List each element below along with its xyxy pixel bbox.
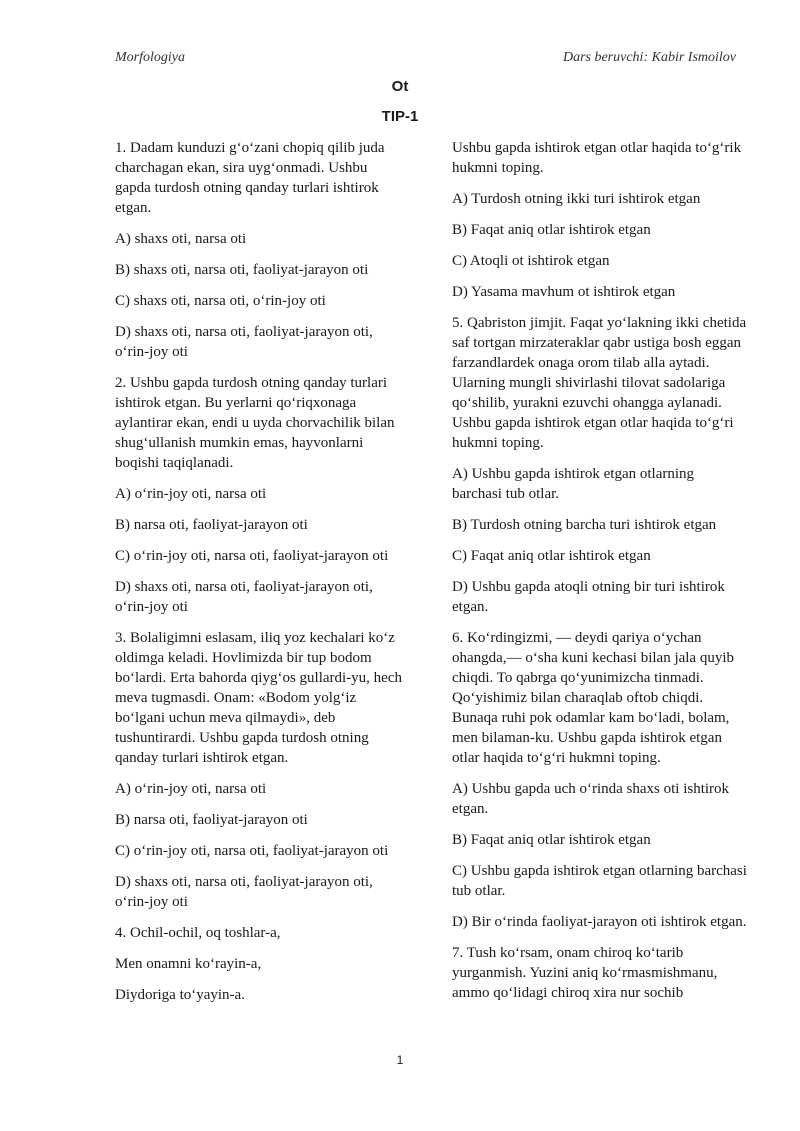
question-6-option-a: A) Ushbu gapda uch o‘rinda shaxs oti ishtirok etgan. xyxy=(452,781,730,817)
question-6-option-c: C) Ushbu gapda ishtirok etgan otlarning barchasi tub otlar. xyxy=(452,863,747,899)
page-subtitle: TIP-1 xyxy=(381,108,419,125)
question-4-option-b: B) Faqat aniq otlar ishtirok etgan xyxy=(452,222,651,238)
question-2-option-b: B) narsa oti, faoliyat-jarayon oti xyxy=(115,517,308,533)
page-title: Ot xyxy=(391,78,409,95)
question-1-option-b: B) shaxs oti, narsa oti, faoliyat-jarayon oti xyxy=(115,262,369,278)
question-1-option-a: A) shaxs oti, narsa oti xyxy=(115,231,247,247)
question-2-option-a: A) o‘rin-joy oti, narsa oti xyxy=(115,486,267,502)
question-6-option-d: D) Bir o‘rinda faoliyat-jarayon oti ishtirok etgan. xyxy=(452,914,747,930)
question-4-option-d: D) Yasama mavhum ot ishtirok etgan xyxy=(452,284,676,300)
question-5-option-b: B) Turdosh otning barcha turi ishtirok etgan xyxy=(452,517,717,533)
question-2-option-d: D) shaxs oti, narsa oti, faoliyat-jarayon oti, o‘rin-joy oti xyxy=(115,579,373,615)
question-5-option-d: D) Ushbu gapda atoqli otning bir turi ishtirok etgan. xyxy=(452,579,725,615)
question-3-option-a: A) o‘rin-joy oti, narsa oti xyxy=(115,781,267,797)
question-4-option-c: C) Atoqli ot ishtirok etgan xyxy=(452,253,610,269)
question-5: 5. Qabriston jimjit. Faqat yo‘lakning ikki chetida saf tortgan mirzateraklar qabr ustiga bosh eggan farzandlardek onaga orom tilab alla aytadi. Ularning mungli shivirlashi tilovat sadolariga qo‘shilib, yuraknі ezuvchi ohangga aylanadi. Ushbu gapda ishtirok etgan otlar haqida to‘g‘ri hukmni toping. xyxy=(452,315,747,451)
question-2: 2. Ushbu gapda turdosh otning qanday turlari ishtirok etgan. Bu yerlarni qo‘riqxonaga aylantirar ekan, endi u uyda chorvachilik bilan shug‘ullanish mumkin emas, hayvonlarni boqishi taqiqlanadi. xyxy=(115,375,395,471)
page-header xyxy=(115,50,736,66)
question-1-option-c: C) shaxs oti, narsa oti, o‘rin-joy oti xyxy=(115,293,326,309)
page-number: 1 xyxy=(396,1053,404,1067)
question-1-option-d: D) shaxs oti, narsa oti, faoliyat-jarayon oti, o‘rin-joy oti xyxy=(115,324,373,360)
question-4-prompt: Ushbu gapda ishtirok etgan otlar haqida to‘g‘rik hukmni toping. xyxy=(452,140,742,176)
question-3-option-c: C) o‘rin-joy oti, narsa oti, faoliyat-jarayon oti xyxy=(115,843,389,859)
question-5-option-a: A) Ushbu gapda ishtirok etgan otlarning barchasi tub otlar. xyxy=(452,466,695,502)
question-6-option-b: B) Faqat aniq otlar ishtirok etgan xyxy=(452,832,651,848)
question-4-line-3: Diydoriga to‘yayin-a. xyxy=(115,987,245,1003)
question-7: 7. Tush ko‘rsam, onam chiroq ko‘tarib yurganmish. Yuzini aniq ko‘rmasmishmanu, ammo qo‘lidagi chiroq xira nur sochib xyxy=(452,945,718,1001)
question-3-option-b: B) narsa oti, faoliyat-jarayon oti xyxy=(115,812,308,828)
question-4-line-1: 4. Ochil-ochil, oq toshlar-a, xyxy=(115,925,281,941)
question-6: 6. Ko‘rdingizmi, — deydi qariya o‘ychan ohangda,— o‘sha kuni kechasi bilan jala quyib chiqdi. To qabrga qo‘yunimizcha tinmadi. Qo‘yishimiz bilan charaqlab oftob chiqdi. Bunaqa ruhi pok odamlar kam bo‘ladi, bolam, men bilaman-ku. Ushbu gapda ishtirok etgan otlar haqida to‘g‘ri hukmni toping. xyxy=(452,630,735,766)
question-1: 1. Dadam kunduzi g‘o‘zani chopiq qilib juda charchagan ekan, sira uyg‘onmadi. Ushbu gapda turdosh otning qanday turlari ishtirok etgan. xyxy=(115,140,385,216)
question-5-option-c: C) Faqat aniq otlar ishtirok etgan xyxy=(452,548,651,564)
left-column xyxy=(115,138,405,1016)
header-subject: Morfologiya xyxy=(115,50,185,65)
question-3: 3. Bolaligimni eslasam, iliq yoz kechalari ko‘z oldimga keladi. Hovlimizda bir tup bodom bo‘lardi. Erta bahorda qiyg‘os gullardi-yu, hech meva tugmasdi. Onam: «Bodom yolg‘iz bo‘lgani uchun meva qilmaydi», deb tushuntirardi. Ushbu gapda turdosh otning qanday turlari ishtirok etgan. xyxy=(115,630,402,766)
question-4-line-2: Men onamni ko‘rayin-a, xyxy=(115,956,262,972)
question-4-option-a: A) Turdosh otning ikki turi ishtirok etgan xyxy=(452,191,701,207)
question-2-option-c: C) o‘rin-joy oti, narsa oti, faoliyat-jarayon oti xyxy=(115,548,389,564)
header-teacher: Dars beruvchi: Kabir Ismoilov xyxy=(562,50,736,65)
right-column xyxy=(452,138,747,1014)
question-3-option-d: D) shaxs oti, narsa oti, faoliyat-jarayon oti, o‘rin-joy oti xyxy=(115,874,373,910)
